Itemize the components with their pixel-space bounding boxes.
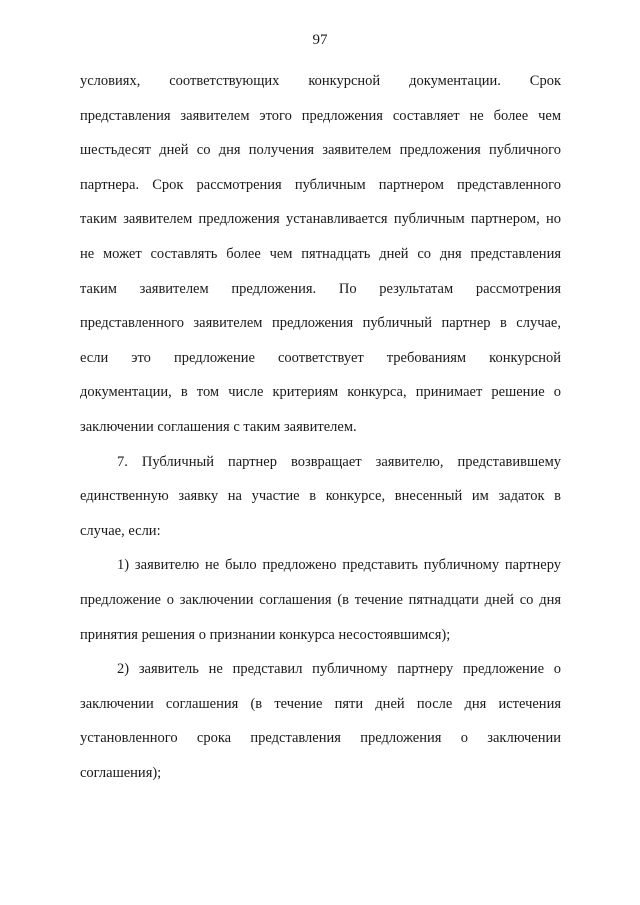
list-item-first-line: 1) заявителю не было предложено представить публичному партнеру <box>117 557 561 574</box>
text-line: представленного заявителем предложения публичный партнер в случае, <box>80 315 561 332</box>
text-line: заключении соглашения (в течение пяти дней после дня истечения <box>80 695 561 712</box>
list-item-first-line: 2) заявитель не представил публичному партнеру предложение о <box>117 661 561 678</box>
text-line: таким заявителем предложения. По результатам рассмотрения <box>80 280 561 297</box>
paragraph-first-line: 7. Публичный партнер возвращает заявителю, представившему <box>117 453 561 470</box>
text-line: случае, если: <box>80 522 161 539</box>
text-line: условиях, соответствующих конкурсной документации. Срок <box>80 73 561 89</box>
text-line: принятия решения о признании конкурса несостоявшимся); <box>80 626 451 643</box>
text-line: представления заявителем этого предложения составляет не более чем <box>80 107 561 124</box>
text-line: соглашения); <box>80 764 162 781</box>
document-body <box>80 64 561 790</box>
text-line: если это предложение соответствует требованиям конкурсной <box>80 349 561 366</box>
text-line: партнера. Срок рассмотрения публичным партнером представленного <box>80 176 561 193</box>
text-line: шестьдесят дней со дня получения заявителем предложения публичного <box>80 142 561 159</box>
text-line: документации, в том числе критериям конкурса, принимает решение о <box>80 384 561 401</box>
text-line: единственную заявку на участие в конкурсе, внесенный им задаток в <box>80 488 561 505</box>
text-line: заключении соглашения с таким заявителем. <box>80 418 357 435</box>
page-number: 97 <box>312 32 328 48</box>
text-line: не может составлять более чем пятнадцать дней со дня представления <box>80 245 561 262</box>
text-line: установленного срока представления предложения о заключении <box>80 730 561 747</box>
text-line: таким заявителем предложения устанавливается публичным партнером, но <box>80 211 561 228</box>
text-line: предложение о заключении соглашения (в течение пятнадцати дней со дня <box>80 591 561 608</box>
